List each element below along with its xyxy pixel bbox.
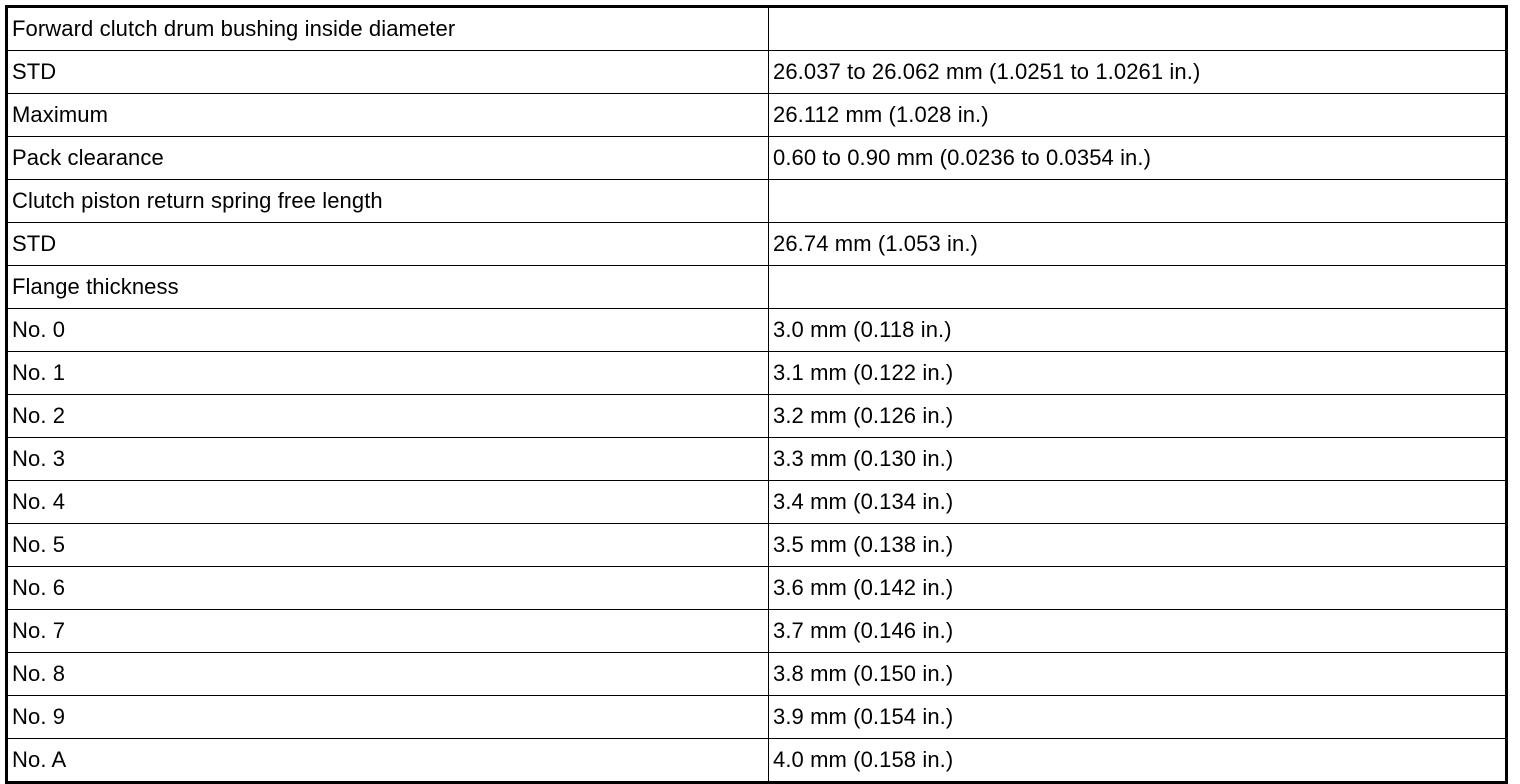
spec-label-cell: Forward clutch drum bushing inside diameter — [7, 7, 769, 51]
spec-label-cell: Flange thickness — [7, 266, 769, 309]
spec-value-cell: 26.74 mm (1.053 in.) — [769, 223, 1507, 266]
spec-label-cell: No. 4 — [7, 481, 769, 524]
specification-table-body — [7, 7, 1507, 783]
specification-table — [5, 5, 1508, 784]
spec-value-cell: 3.5 mm (0.138 in.) — [769, 524, 1507, 567]
spec-value-cell: 26.112 mm (1.028 in.) — [769, 94, 1507, 137]
spec-value-cell — [769, 266, 1507, 309]
spec-value-cell: 3.3 mm (0.130 in.) — [769, 438, 1507, 481]
table-row — [7, 524, 1507, 567]
table-row — [7, 481, 1507, 524]
spec-value-cell: 4.0 mm (0.158 in.) — [769, 739, 1507, 783]
spec-label-cell: No. 3 — [7, 438, 769, 481]
spec-label-cell: No. 9 — [7, 696, 769, 739]
table-row — [7, 567, 1507, 610]
table-row — [7, 137, 1507, 180]
table-row — [7, 696, 1507, 739]
table-row — [7, 653, 1507, 696]
spec-value-cell: 3.0 mm (0.118 in.) — [769, 309, 1507, 352]
spec-label-cell: Clutch piston return spring free length — [7, 180, 769, 223]
spec-label-cell: Maximum — [7, 94, 769, 137]
table-row — [7, 352, 1507, 395]
spec-value-cell: 0.60 to 0.90 mm (0.0236 to 0.0354 in.) — [769, 137, 1507, 180]
spec-value-cell: 3.8 mm (0.150 in.) — [769, 653, 1507, 696]
table-row — [7, 610, 1507, 653]
spec-value-cell — [769, 180, 1507, 223]
spec-value-cell: 3.2 mm (0.126 in.) — [769, 395, 1507, 438]
spec-value-cell: 3.6 mm (0.142 in.) — [769, 567, 1507, 610]
table-row — [7, 395, 1507, 438]
spec-label-cell: No. 2 — [7, 395, 769, 438]
spec-label-cell: No. 1 — [7, 352, 769, 395]
table-row — [7, 94, 1507, 137]
spec-value-cell: 3.9 mm (0.154 in.) — [769, 696, 1507, 739]
table-row — [7, 438, 1507, 481]
spec-value-cell: 26.037 to 26.062 mm (1.0251 to 1.0261 in.) — [769, 51, 1507, 94]
spec-value-cell: 3.4 mm (0.134 in.) — [769, 481, 1507, 524]
table-row — [7, 180, 1507, 223]
table-row — [7, 223, 1507, 266]
spec-value-cell — [769, 7, 1507, 51]
spec-label-cell: No. A — [7, 739, 769, 783]
table-row — [7, 51, 1507, 94]
spec-label-cell: No. 8 — [7, 653, 769, 696]
spec-label-cell: No. 5 — [7, 524, 769, 567]
spec-label-cell: No. 6 — [7, 567, 769, 610]
spec-label-cell: STD — [7, 223, 769, 266]
spec-value-cell: 3.7 mm (0.146 in.) — [769, 610, 1507, 653]
spec-label-cell: Pack clearance — [7, 137, 769, 180]
spec-label-cell: No. 0 — [7, 309, 769, 352]
spec-label-cell: STD — [7, 51, 769, 94]
table-row — [7, 309, 1507, 352]
spec-value-cell: 3.1 mm (0.122 in.) — [769, 352, 1507, 395]
table-row — [7, 7, 1507, 51]
table-row — [7, 266, 1507, 309]
spec-label-cell: No. 7 — [7, 610, 769, 653]
